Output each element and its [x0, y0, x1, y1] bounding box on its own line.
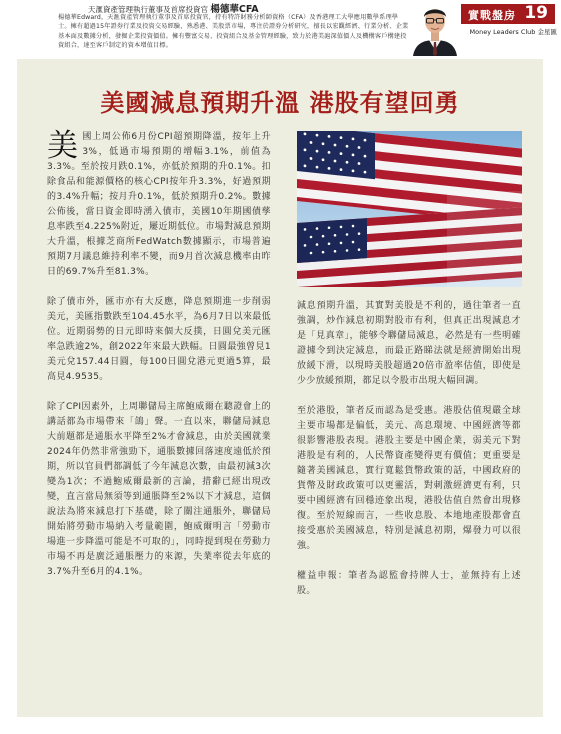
author-name: 楊德華CFA: [210, 4, 259, 15]
author-portrait: [411, 0, 459, 56]
article-headline: 美國減息預期升溫 港股有望回勇: [100, 89, 460, 117]
section-badge: [461, 4, 555, 24]
article-paragraph: 除了債市外，匯市亦有大反應，降息預期進一步削弱美元，美匯指數跌至104.45水平，為6月7日以來最低位。近期弱勢的日元即時來個大反撲，日圓兌美元匯率急跌逾2%，創2022年來最大跌幅。日圓最強曾見1美元兌157.44日圓，每100日圓兌港元更過5算，最高見4.9535。: [47, 297, 271, 382]
article-paragraph: 減息預期升溫，其實對美股是不利的，過往筆者一直強調，炒作減息初期對股市有利，但真正出現減息才是「見真章」，能够令聯儲局減息，必然是有一些明確證據令到決定減息，而最正路睇法就是經濟開始出現放緩下滑，以現時美股超過20倍市盈率估值，即使是少少放緩預期，都足以令股市出現大幅回調。: [297, 301, 521, 386]
article-column-right: [297, 299, 521, 614]
club-label: Money Leaders Club 金星匯: [469, 28, 557, 36]
article-column-left: [47, 130, 271, 595]
page-header: [0, 0, 561, 56]
article-paragraph: [47, 130, 271, 280]
author-bio: 楊德華Edward，天滙資產管理執行董事及首席投資官，持有特許財務分析師資格（CFA）及香港理工大學應用數學系理學士。擁有超過15年證券行業及投資交易經驗，熟悉港、美股票市場，專注於證券分析研究，擅長以宏觀經濟、行業分析、企業基本面及數據分析，發掘企業投資價值。擁有豐富交易、投資組合及基金管理經驗，致力於港美滬深值價人及機構客戶構建投資組合，達至客戶制定的資本增值目標。: [58, 14, 409, 50]
us-flags-photo: [297, 131, 522, 287]
page-number: 19: [524, 3, 548, 23]
drop-cap: 美: [47, 128, 79, 164]
author-title: 天滙資產管理執行董事及首席投資官: [88, 5, 208, 14]
article-paragraph: 至於港股，筆者反而認為是受惠。港股估值現嚴全球主要市場都是偏低，美元、高息環境、中國經濟等都很影響港股表現。港股主要是中國企業，弱美元下對港股是有利的，人民幣資產變得更有價值；更重要是隨著美國減息，實行寬鬆貨幣政策的話，中國政府的貨幣及財政政策可以更靈活，對刺激經濟更有利，只要中國經濟有回穩迹象出現，港股估值自然會出現修復。至於短線而言，一些收息股、本地地產股都會直接受惠於美國減息，特別是減息初期，爆發力可以很強。: [297, 406, 521, 551]
paragraph-text: 國上周公佈6月份CPI超預期降溫，按年上升3%，低過市場預期的增幅3.1%，前值為3.3%。至於按月跌0.1%，亦低於預期的升0.1%。扣除食品和能源價格的核心CPI按年升3.3%，好過預期的3.4%升幅；按月升0.1%，低於預期升0.2%。數據公佈後，當日資金即時湧入債市，美國10年期國債孳息率跌至4.225%附近，屢近期低位。市場對減息預期大升溫，根據芝商所FedWatch數據顯示，市場普遍預期7月議息維持利率不變，而9月首次減息機率由昨日的69.7%升至81.3%。: [47, 132, 271, 277]
disclosure-note: 權益申報：筆者為認監會持牌人士，並無持有上述股。: [297, 571, 521, 596]
article-paragraph: 除了CPI因素外，上周聯儲局主席鮑威爾在聽證會上的講話都為市場帶來「鴿」聲。一直以來，聯儲局減息大前題都是通脹水平降至2%才會減息，由於美國就業2024年仍然非常強勁下，通脹數據回落速度遠低於預期，所以官員們都調低了今年減息次數，由最初減3次變為1次；不過鮑威爾最新的言論，措辭已經出現改變，直言當局無須等到通脹降至2%以下才減息，這個說法為將來減息打下基礎，除了關注通脹外，聯儲局開始將勞動市場納入考量範圍，鮑威爾明言「勞動市場進一步降溫可能是不可取的」，同時提到現在勞動力市場不再是廣泛通脹壓力的來源，失業率從去年底的3.7%升至6月的4.1%。: [47, 402, 271, 577]
section-label: 實戰盤房: [468, 9, 516, 22]
article-panel: [17, 59, 543, 717]
